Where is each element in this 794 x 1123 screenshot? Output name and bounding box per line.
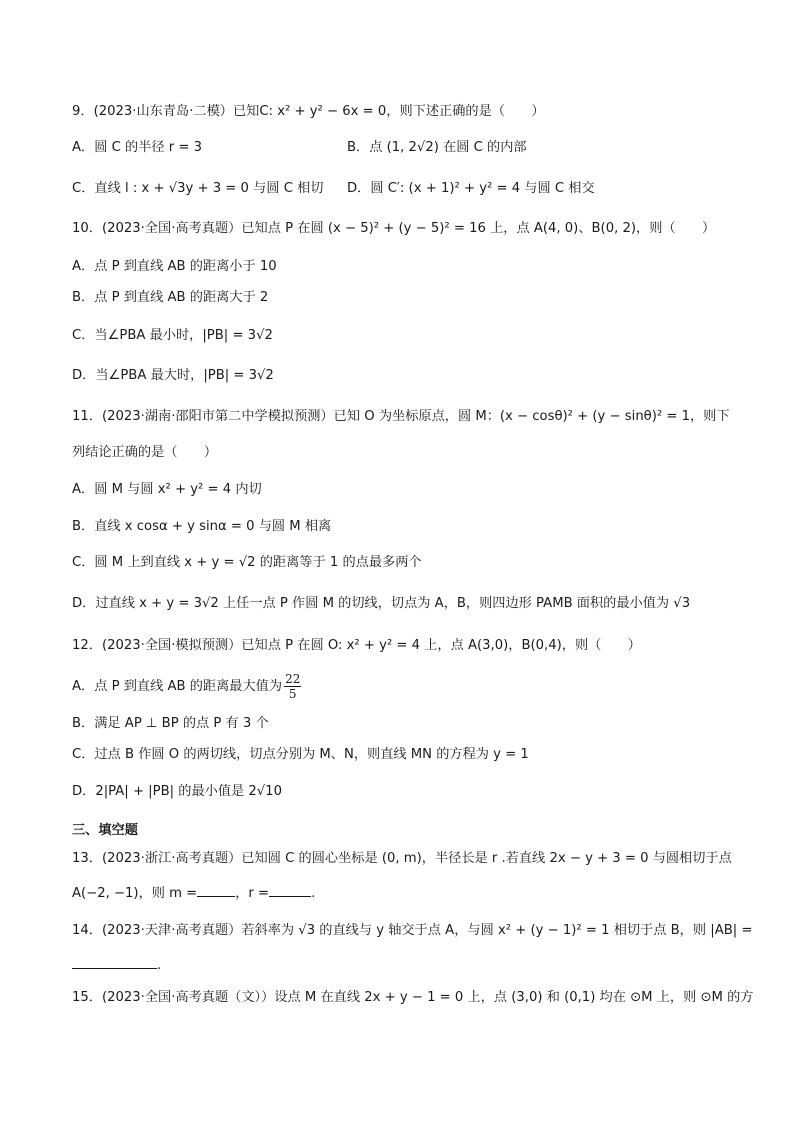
q9-option-a: A．圆 C 的半径 r = 3: [72, 140, 202, 155]
q10-option-a: A．点 P 到直线 AB 的距离小于 10: [72, 259, 277, 274]
q11-option-a: A．圆 M 与圆 x² + y² = 4 内切: [72, 482, 262, 497]
q15-line1: 15．(2023·全国·高考真题（文））设点 M 在直线 2x + y − 1 = 0 上，点 (3,0) 和 (0,1) 均在 ⊙M 上，则 ⊙M 的方: [72, 990, 754, 1005]
answer-blank-ab[interactable]: [72, 955, 157, 969]
q11-stem-line1: 11．(2023·湖南·邵阳市第二中学模拟预测）已知 O 为坐标原点，圆 M：(x − cosθ)² + (y − sinθ)² = 1，则下: [72, 409, 730, 424]
q13-line2: [72, 883, 315, 903]
q9-stem: 9．(2023·山东青岛·二模）已知C: x² + y² − 6x = 0，则下述正确的是（ ）: [72, 104, 545, 119]
q12-option-d: D．2|PA| + |PB| 的最小值是 2√10: [72, 784, 282, 799]
q10-option-c: C．当∠PBA 最小时，|PB| = 3√2: [72, 328, 273, 343]
q11-stem-line2: 列结论正确的是（ ）: [72, 445, 218, 460]
q13-line2-prefix: A(−2, −1)，则 m =: [72, 886, 198, 901]
q13-line1: 13．(2023·浙江·高考真题）已知圆 C 的圆心坐标是 (0, m)，半径长是 r .若直线 2x − y + 3 = 0 与圆相切于点: [72, 851, 732, 866]
section-fill-in-blank: 三、填空题: [72, 823, 138, 838]
q9-option-b: B．点 (1, 2√2) 在圆 C 的内部: [347, 140, 527, 155]
q11-option-b: B．直线 x cosα + y sinα = 0 与圆 M 相离: [72, 519, 332, 534]
q14-line2-end: .: [157, 958, 162, 973]
q10-option-d: D．当∠PBA 最大时，|PB| = 3√2: [72, 368, 274, 383]
q12-option-c: C．过点 B 作圆 O 的两切线，切点分别为 M、N，则直线 MN 的方程为 y = 1: [72, 747, 529, 762]
q10-option-b: B．点 P 到直线 AB 的距离大于 2: [72, 290, 269, 305]
answer-blank-m[interactable]: [197, 883, 235, 897]
q12-option-a: [72, 670, 303, 704]
fraction: [284, 672, 301, 701]
q11-option-c: C．圆 M 上到直线 x + y = √2 的距离等于 1 的点最多两个: [72, 555, 422, 570]
q11-option-d: D．过直线 x + y = 3√2 上任一点 P 作圆 M 的切线，切点为 A，B，则四边形 PAMB 面积的最小值为 √3: [72, 596, 691, 611]
fraction-denominator: 5: [288, 686, 297, 701]
q13-line2-mid: ，r =: [235, 886, 270, 901]
q9-option-d: D．圆 C′: (x + 1)² + y² = 4 与圆 C 相交: [347, 181, 595, 196]
q12-stem: 12．(2023·全国·模拟预测）已知点 P 在圆 O: x² + y² = 4 上，点 A(3,0)，B(0,4)，则（ ）: [72, 638, 641, 653]
q12-option-b: B．满足 AP ⊥ BP 的点 P 有 3 个: [72, 716, 269, 731]
q14-line1: 14．(2023·天津·高考真题）若斜率为 √3 的直线与 y 轴交于点 A，与圆 x² + (y − 1)² = 1 相切于点 B，则 |AB| =: [72, 923, 753, 938]
q10-stem: 10．(2023·全国·高考真题）已知点 P 在圆 (x − 5)² + (y − 5)² = 16 上，点 A(4, 0)、B(0, 2)，则（ ）: [72, 221, 716, 236]
q13-line2-end: .: [311, 886, 316, 901]
q12-option-a-text: A．点 P 到直线 AB 的距离最大值为: [72, 679, 283, 694]
q14-line2: [72, 955, 161, 975]
fraction-numerator: 22: [285, 671, 301, 686]
q9-option-c: C．直线 l : x + √3y + 3 = 0 与圆 C 相切: [72, 181, 324, 196]
answer-blank-r[interactable]: [269, 883, 311, 897]
